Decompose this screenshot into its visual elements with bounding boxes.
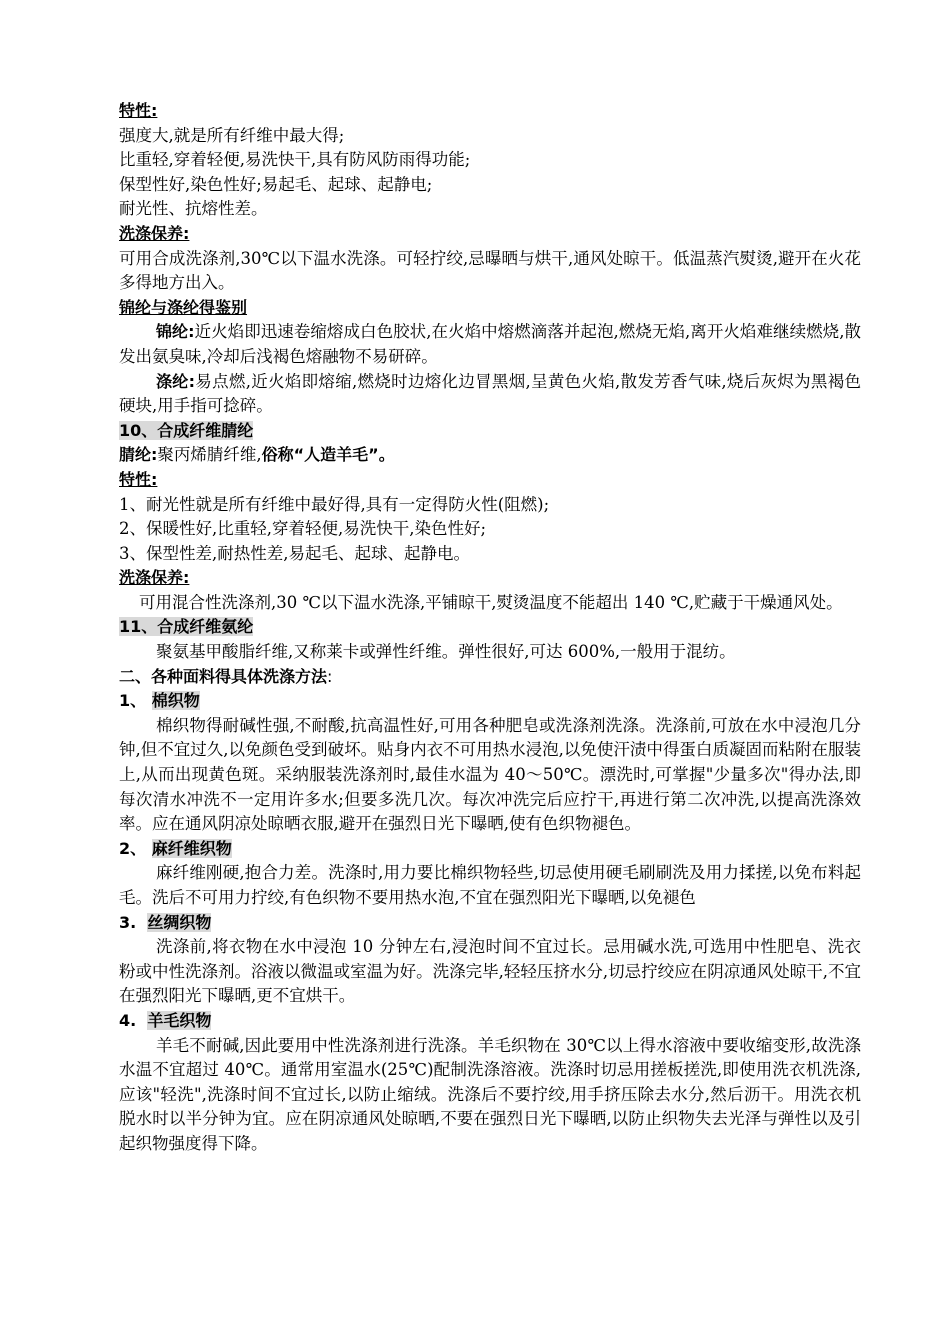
acrylic-care-text: 可用混合性洗涤剂,30 ℃以下温水洗涤,平铺晾干,熨烫温度不能超出 140 ℃,贮藏于干燥通风处。 [139, 592, 843, 612]
nylon-text: 近火焰即迅速卷缩熔成白色胶状,在火焰中熔燃滴落并起泡,燃烧无焰,离开火焰难继续燃烧,散发出氨臭味,冷却后浅褐色熔融物不易研碎。 [119, 322, 861, 366]
trait-line: 保型性好,染色性好;易起毛、起球、起静电; [119, 174, 433, 194]
method-heading-wool: 4. 羊毛织物 [119, 1010, 212, 1030]
method-heading-cotton: 1、 棉织物 [119, 691, 200, 711]
method-heading-linen: 2、 麻纤维织物 [119, 838, 232, 858]
acrylic-nickname: 俗称“人造羊毛”。 [261, 445, 395, 465]
nylon-label: 锦纶: [156, 322, 195, 342]
polyester-text: 易点燃,近火焰即熔缩,燃烧时边熔化边冒黑烟,呈黄色火焰,散发芳香气味,烧后灰烬为黑褐色硬块,用手指可捻碎。 [119, 371, 861, 416]
method-text-cotton: 棉织物得耐碱性强,不耐酸,抗高温性好,可用各种肥皂或洗涤剂洗涤。洗涤前,可放在水中浸泡几分钟,但不宜过久,以免颜色受到破坏。贴身内衣不可用热水浸泡,以免使汗渍中得蛋白质凝固而粘附在服装上,从而出现黄色斑。采纳服装洗涤剂时,最佳水温为 40～50℃。漂洗时,可掌握"少量多次"得办法,即每次清水冲洗不一定用许多水;但要多洗几次。每次冲洗完后应拧干,再进行第二次冲洗,以提高洗涤效率。应在通风阴凉处晾晒衣服,避开在强烈日光下曝晒,使有色织物褪色。 [119, 715, 861, 834]
acrylic-traits-heading: 特性: [119, 469, 158, 489]
traits-heading: 特性: [119, 101, 158, 120]
care-text: 可用合成洗涤剂,30℃以下温水洗涤。可轻拧绞,忌曝晒与烘干,通风处晾干。低温蒸汽熨烫,避开在火花多得地方出入。 [119, 248, 861, 293]
methods-heading: 二、各种面料得具体洗涤方法: [119, 666, 333, 686]
trait-line: 比重轻,穿着轻便,易洗快干,具有防风防雨得功能; [119, 150, 471, 170]
method-text-linen: 麻纤维刚硬,抱合力差。洗涤时,用力要比棉织物轻些,切忌使用硬毛刷刷洗及用力揉搓,以免布料起毛。洗后不可用力拧绞,有色织物不要用热水泡,不宜在强烈阳光下曝晒,以免褪色 [119, 863, 861, 907]
trait-line: 强度大,就是所有纤维中最大得; [119, 125, 345, 145]
acrylic-definition [119, 443, 861, 468]
nylon-paragraph [119, 320, 861, 369]
acrylic-label: 腈纶: [119, 445, 158, 465]
polyester-label: 涤纶: [156, 371, 195, 391]
acrylic-care-heading: 洗涤保养: [119, 568, 190, 588]
method-text-wool: 羊毛不耐碱,因此要用中性洗涤剂进行洗涤。羊毛织物在 30℃以上得水溶液中要收缩变形,故洗涤水温不宜超过 40℃。通常用室温水(25℃)配制洗涤溶液。洗涤时切忌用搓板搓洗,即使用洗衣机洗涤,应该"轻洗",洗涤时间不宜过长,以防止缩绒。洗涤后不要拧绞,用手挤压除去水分,然后沥干。用洗衣机脱水时以半分钟为宜。应在阴凉通风处晾晒,不要在强烈日光下曝晒,以防止织物失去光泽与弹性以及引起织物强度得下降。 [119, 1035, 861, 1153]
acrylic-trait: 1、耐光性就是所有纤维中最好得,具有一定得防火性(阻燃); [119, 494, 550, 514]
acrylic-trait: 2、保暖性好,比重轻,穿着轻便,易洗快干,染色性好; [119, 519, 487, 539]
identify-heading: 锦纶与涤纶得鉴别 [119, 297, 248, 317]
acrylic-def-text: 聚丙烯腈纤维, [157, 445, 262, 465]
method-heading-silk: 3. 丝绸织物 [119, 912, 212, 932]
polyester-paragraph [119, 370, 861, 419]
care-heading: 洗涤保养: [119, 223, 190, 243]
method-text-silk: 洗涤前,将衣物在水中浸泡 10 分钟左右,浸泡时间不宜过长。忌用碱水洗,可选用中性肥皂、洗衣粉或中性洗涤剂。浴液以微温或室温为好。洗涤完毕,轻轻压挤水分,切忌拧绞应在阴凉通风处晾干,不宜在强烈阳光下曝晒,更不宜烘干。 [119, 937, 861, 1006]
trait-line: 耐光性、抗熔性差。 [119, 199, 268, 219]
spandex-heading: 11、合成纤维氨纶 [119, 617, 254, 637]
acrylic-trait: 3、保型性差,耐热性差,易起毛、起球、起静电。 [119, 543, 470, 563]
acrylic-heading: 10、合成纤维腈纶 [119, 420, 254, 440]
document-page [119, 99, 861, 1157]
spandex-text: 聚氨基甲酸脂纤维,又称莱卡或弹性纤维。弹性很好,可达 600%,一般用于混纺。 [156, 642, 736, 662]
